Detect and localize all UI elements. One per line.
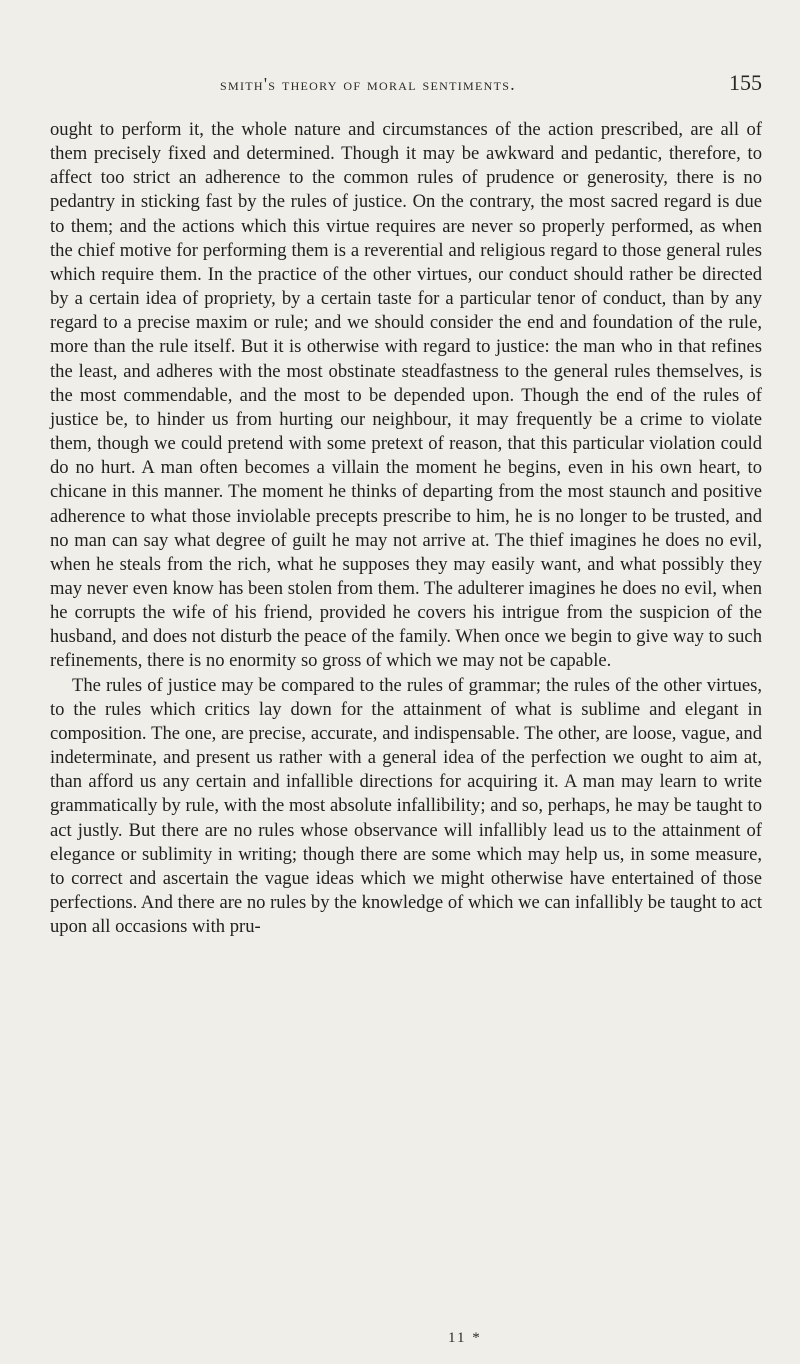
signature-mark: 11 * <box>448 1330 482 1346</box>
paragraph-continued: ought to perform it, the whole nature and circumstances of the action prescribed, are all of them precisely fixed and determined. Though it may be awkward and pedantic, therefore, to affect too strict an adherence to the common rules of prudence or generosity, there is no pedantry in sticking fast by the rules of justice. On the contrary, the most sacred regard is due to them; and the actions which this virtue requires are never so properly performed, as when the chief motive for performing them is a reverential and religious regard to those general rules which require them. In the practice of the other virtues, our conduct should rather be directed by a certain idea of propriety, by a certain taste for a particular tenor of conduct, than by any regard to a precise maxim or rule; and we should consider the end and foundation of the rule, more than the rule itself. But it is otherwise with regard to justice: the man who in that refines the least, and adheres with the most obstinate steadfastness to the general rules themselves, is the most commendable, and the most to be depended upon. Though the end of the rules of justice be, to hinder us from hurting our neighbour, it may frequently be a crime to violate them, though we could pretend with some pretext of reason, that this particular violation could do no hurt. A man often becomes a villain the moment he begins, even in his own heart, to chicane in this manner. The moment he thinks of departing from the most staunch and positive adherence to what those inviolable precepts prescribe to him, he is no longer to be trusted, and no man can say what degree of guilt he may not arrive at. The thief imagines he does no evil, when he steals from the rich, what he supposes they may easily want, and what possibly they may never even know has been stolen from them. The adulterer imagines he does no evil, when he corrupts the wife of his friend, provided he covers his intrigue from the suspicion of the husband, and does not disturb the peace of the family. When once we begin to give way to such refinements, there is no enormity so gross of which we may not be capable. <box>50 119 762 672</box>
page-number: 155 <box>729 70 762 95</box>
body-text <box>50 118 762 939</box>
running-title: smith's theory of moral sentiments. <box>220 74 516 94</box>
paragraph-rules-of-justice: The rules of justice may be compared to the rules of grammar; the rules of the other virtues, to the rules which critics lay down for the attainment of what is sublime and elegant in composition. The one, are precise, accurate, and indispensable. The other, are loose, vague, and indeterminate, and present us rather with a general idea of the perfection we ought to aim at, than afford us any certain and infallible directions for acquiring it. A man may learn to write grammatically by rule, with the most absolute infallibility; and so, perhaps, he may be taught to act justly. But there are no rules whose observance will infallibly lead us to the attainment of elegance or sublimity in writing; though there are some which may help us, in some measure, to correct and ascertain the vague ideas which we might otherwise have entertained of those perfections. And there are no rules by the knowledge of which we can infallibly be taught to act upon all occasions with pru- <box>50 674 762 938</box>
